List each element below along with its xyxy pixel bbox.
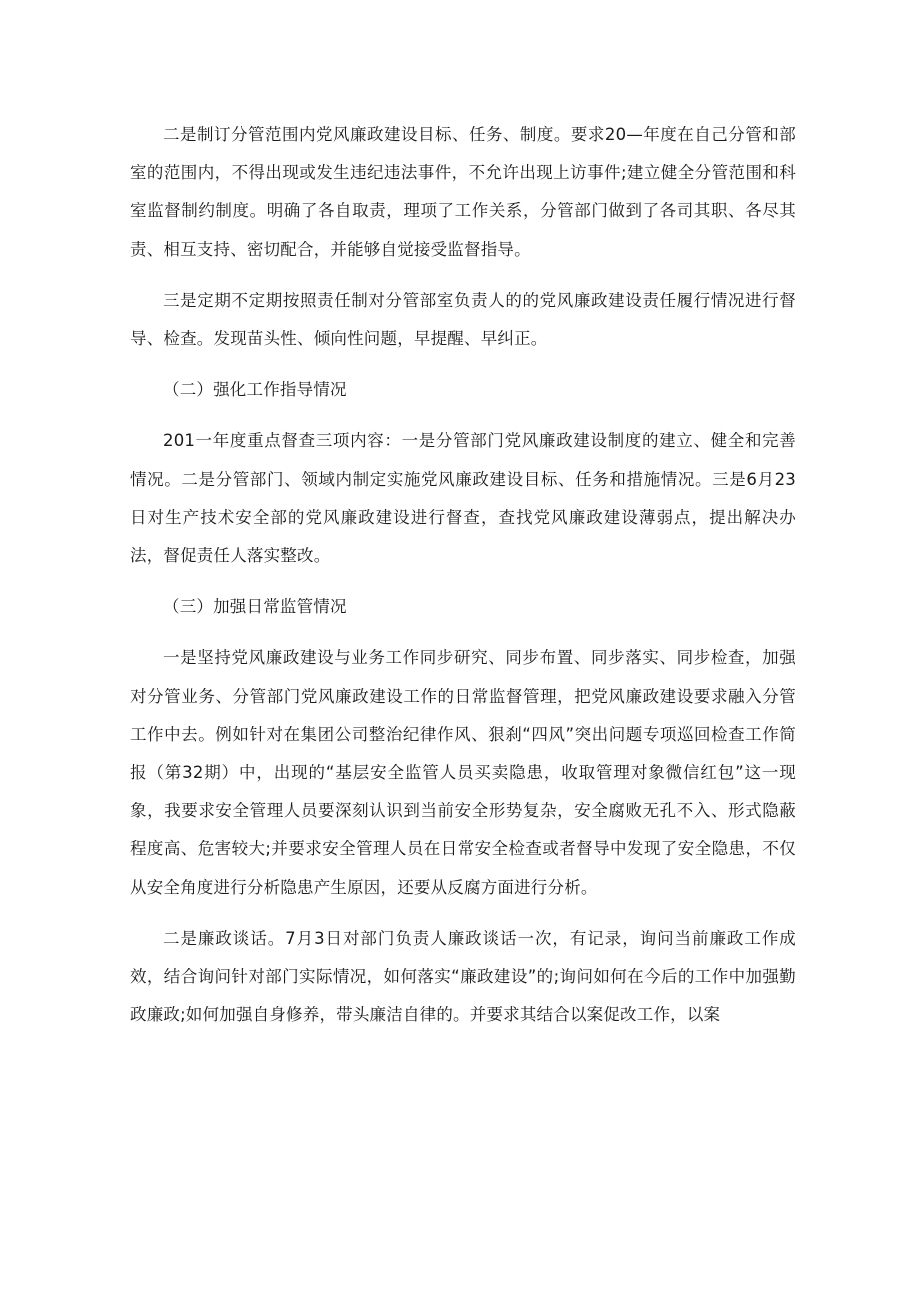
paragraph-regular-inspection: 三是定期不定期按照责任制对分管部室负责人的的党风廉政建设责任履行情况进行督导、检查。发现苗头性、倾向性问题，早提醒、早纠正。 xyxy=(130,290,796,349)
paragraph-key-supervision: 201一年度重点督查三项内容：一是分管部门党风廉政建设制度的建立、健全和完善情况。二是分管部门、领域内制定实施党风廉政建设目标、任务和措施情况。三是6月23日对生产技术安全部的党风廉政建设进行督查，查找党风廉政建设薄弱点，提出解决办法，督促责任人落实整改。 xyxy=(130,431,796,566)
document-body xyxy=(130,116,796,1047)
section-heading-work-guidance: （二）强化工作指导情况 xyxy=(163,380,347,400)
paragraph-goals-tasks-system: 二是制订分管范围内党风廉政建设目标、任务、制度。要求20—年度在自己分管和部室的范围内，不得出现或发生违纪违法事件，不允许出现上访事件;建立健全分管范围和科室监督制约制度。明确了各自取责，理项了工作关系，分管部门做到了各司其职、各尽其责、相互支持、密切配合，并能够自觉接受监督指导。 xyxy=(130,125,796,259)
paragraph-integrity-talk: 二是廉政谈话。7月3日对部门负责人廉政谈话一次，有记录，询问当前廉政工作成效，结合询问针对部门实际情况，如何落实“廉政建设”的;询问如何在今后的工作中加强勤政廉政;如何加强自身修养，带头廉洁自律的。并要求其结合以案促改工作，以案 xyxy=(130,928,796,1025)
paragraph-synchronous-work: 一是坚持党风廉政建设与业务工作同步研究、同步布置、同步落实、同步检查，加强对分管业务、分管部门党风廉政建设工作的日常监督管理，把党风廉政建设要求融入分管工作中去。例如针对在集团公司整治纪律作风、狠刹“四风”突出问题专项巡回检查工作简报（第32期）中，出现的“基层安全监管人员买卖隐患，收取管理对象微信红包”这一现象，我要求安全管理人员要深刻认识到当前安全形势复杂，安全腐败无孔不入、形式隐蔽程度高、危害较大;并要求安全管理人员在日常安全检查或者督导中发现了安全隐患，不仅从安全角度进行分析隐患产生原因，还要从反腐方面进行分析。 xyxy=(130,648,796,897)
section-heading-daily-supervision: （三）加强日常监管情况 xyxy=(163,597,347,617)
